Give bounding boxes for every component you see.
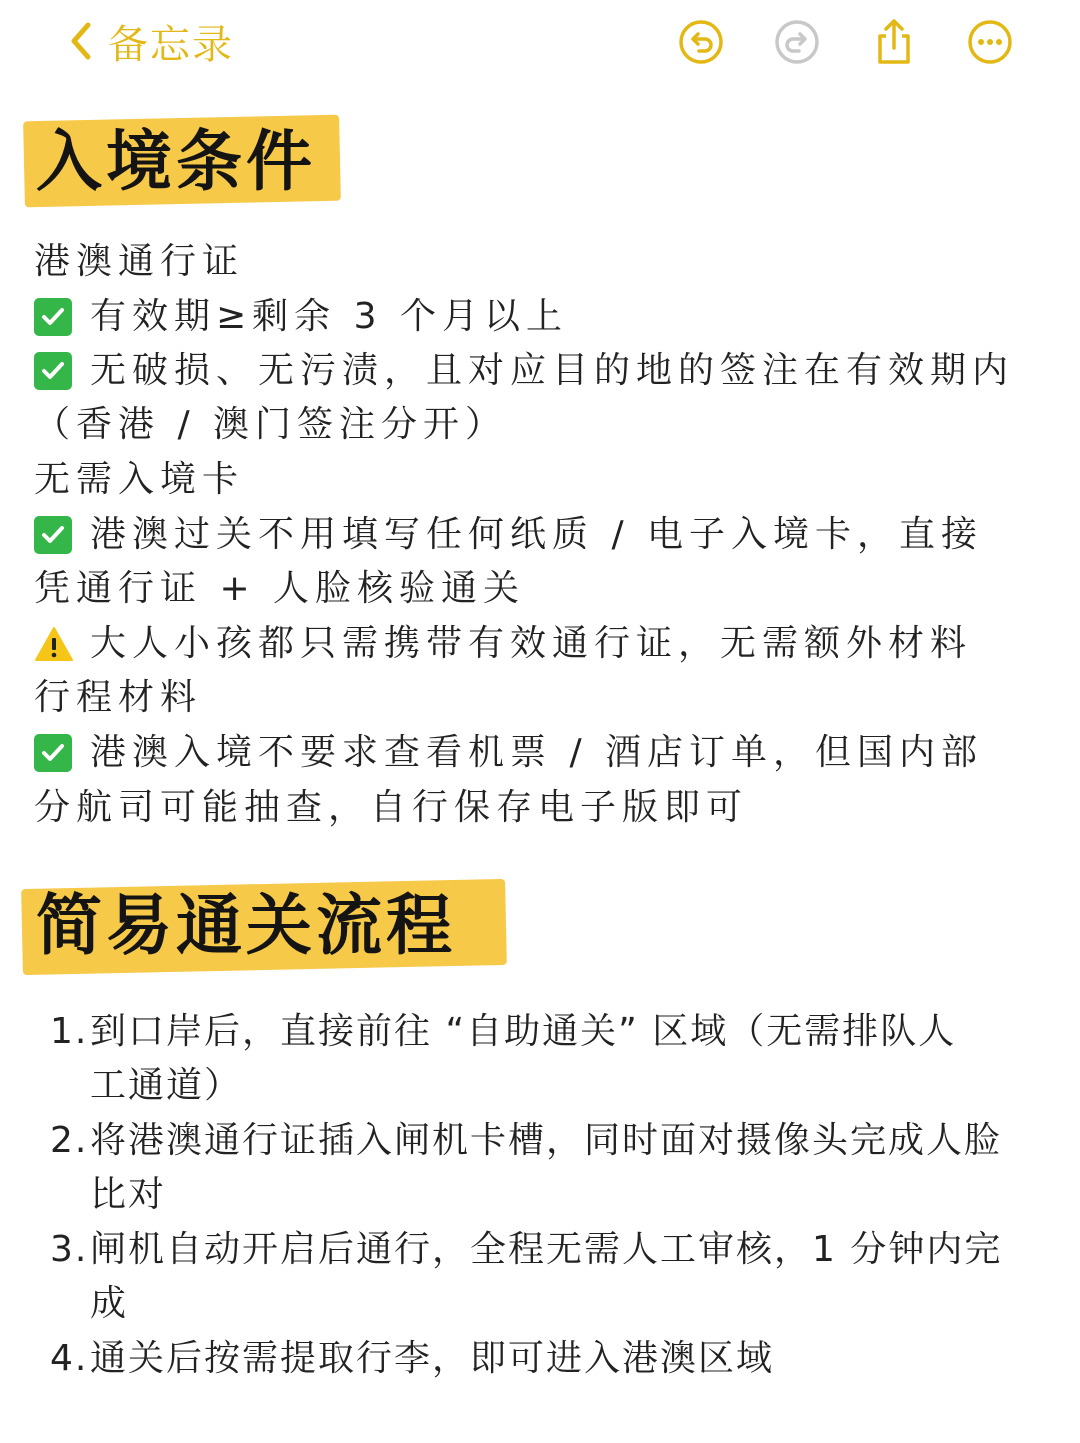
step-number: 4. (50, 1338, 89, 1379)
note-line (34, 398, 507, 452)
note-line (34, 726, 983, 780)
check-mark-icon (34, 298, 72, 336)
back-label: 备忘录 (108, 21, 234, 68)
line-text: （香港 / 澳门签注分开） (34, 404, 508, 445)
step-number: 1. (50, 1011, 89, 1052)
step-text: 闸机自动开启后通行，全程无需人工审核，1 分钟内完 (90, 1229, 1003, 1270)
note-line (34, 781, 748, 835)
step-text: 将港澳通行证插入闸机卡槽，同时面对摄像头完成人脸 (90, 1120, 1003, 1161)
step-text: 到口岸后，直接前往 “自助通关” 区域（无需排队人 (90, 1011, 957, 1052)
step-number: 2. (50, 1120, 89, 1161)
chevron-left-icon (66, 19, 98, 63)
list-item (50, 1332, 774, 1386)
navigation-bar (0, 0, 1080, 90)
check-mark-icon (34, 352, 72, 390)
share-icon[interactable] (870, 18, 918, 66)
line-text: 港澳通行证 (34, 241, 245, 282)
step-text-continued: 工通道） (90, 1065, 243, 1106)
list-item (50, 1114, 1002, 1168)
note-line (34, 344, 1014, 398)
back-button[interactable] (66, 16, 234, 66)
note-line (34, 671, 202, 725)
step-number: 3. (50, 1229, 89, 1270)
section-heading-entry-conditions (28, 112, 316, 212)
line-text: 无需入境卡 (34, 459, 245, 500)
note-line (34, 453, 244, 507)
line-text: 大人小孩都只需携带有效通行证，无需额外材料 (90, 623, 973, 664)
section-title: 简易通关流程 (36, 887, 456, 964)
redo-icon[interactable] (773, 18, 821, 66)
list-item (50, 1005, 956, 1059)
section-title: 入境条件 (36, 123, 316, 200)
note-line (34, 562, 525, 616)
note-line (34, 508, 983, 562)
step-text-continued: 成 (90, 1283, 129, 1324)
note-line (34, 235, 244, 289)
check-mark-icon (34, 734, 72, 772)
line-text: 行程材料 (34, 677, 203, 718)
undo-icon[interactable] (677, 18, 725, 66)
check-mark-icon (34, 516, 72, 554)
line-text: 无破损、无污渍，且对应目的地的签注在有效期内 (90, 350, 1015, 391)
more-icon[interactable] (966, 18, 1014, 66)
line-text: 有效期≥剩余 3 个月以上 (90, 296, 568, 337)
step-text: 通关后按需提取行李，即可进入港澳区域 (90, 1338, 775, 1379)
line-text: 港澳过关不用填写任何纸质 / 电子入境卡，直接 (90, 514, 984, 555)
section-heading-clearance-process (28, 876, 456, 976)
line-text: 凭通行证 + 人脸核验通关 (34, 568, 526, 609)
note-line (34, 617, 972, 671)
warning-icon (34, 625, 74, 663)
line-text: 港澳入境不要求查看机票 / 酒店订单，但国内部 (90, 732, 984, 773)
step-text-continued: 比对 (90, 1174, 167, 1215)
list-item (50, 1223, 1002, 1277)
line-text: 分航司可能抽查，自行保存电子版即可 (34, 787, 749, 828)
note-line (34, 290, 568, 344)
